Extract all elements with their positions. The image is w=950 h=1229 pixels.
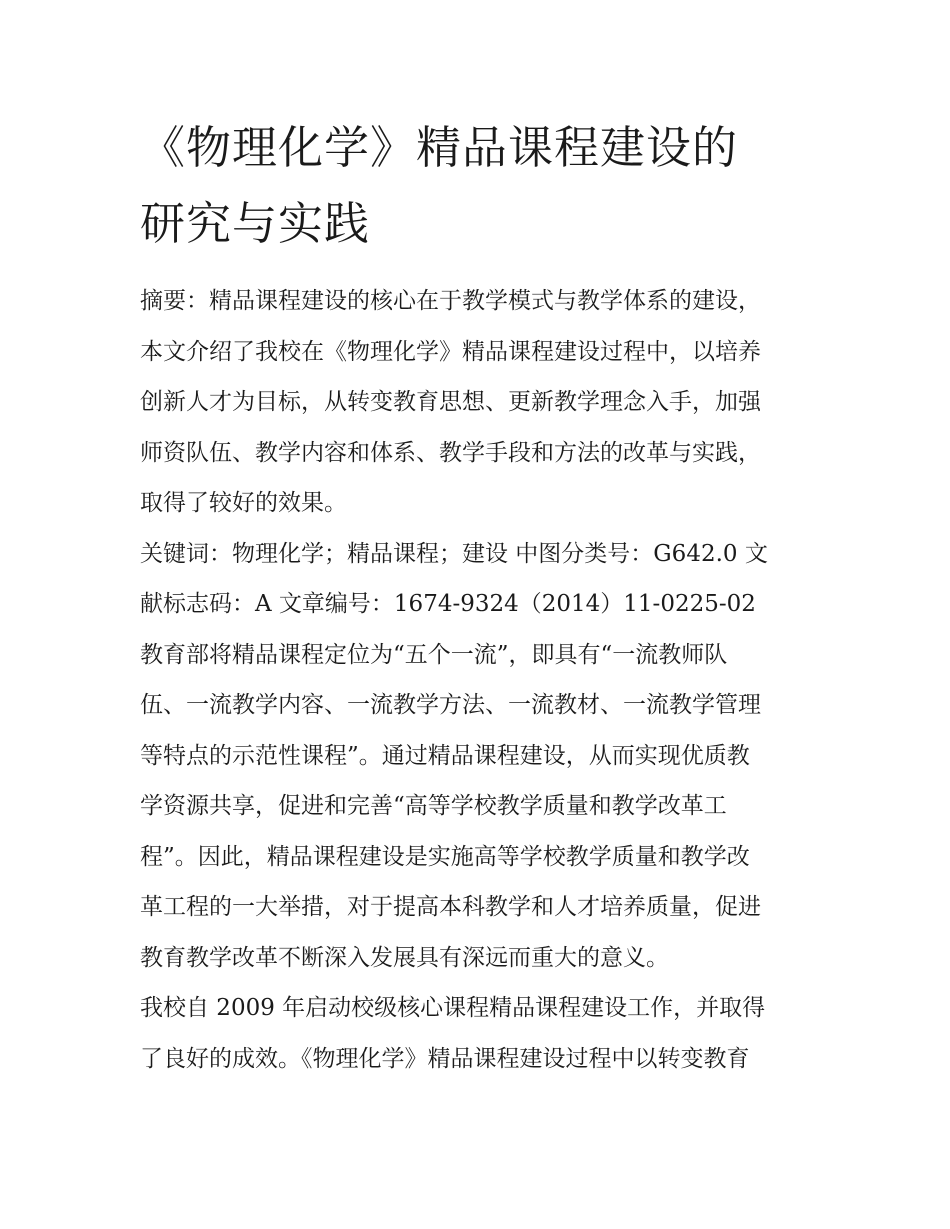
abstract-paragraph: [140, 276, 815, 529]
text-line: 学资源共享，促进和完善“高等学校教学质量和教学改革工: [140, 793, 727, 819]
body-paragraph: [140, 983, 815, 1084]
text-line: 我校自 2009 年启动校级核心课程精品课程建设工作，并取得: [140, 995, 766, 1021]
text-line: 取得了较好的效果。: [140, 490, 347, 516]
text-line: 创新人才为目标，从转变教育思想、更新教学理念入手，加强: [140, 389, 761, 415]
text-line: 教育教学改革不断深入发展具有深远而重大的意义。: [140, 944, 669, 971]
text-line: 摘要：精品课程建设的核心在于教学模式与教学体系的建设，: [140, 288, 761, 314]
text-line: 教育部将精品课程定位为“五个一流”，即具有“一流教师队: [140, 641, 728, 668]
text-line: 程”。因此，精品课程建设是实施高等学校教学质量和教学改: [140, 843, 750, 870]
document-page: [140, 110, 815, 1084]
text-line: 师资队伍、教学内容和体系、教学手段和方法的改革与实践，: [140, 439, 761, 466]
body-paragraph: [140, 630, 815, 984]
text-line: 等特点的示范性课程”。通过精品课程建设，从而实现优质教: [140, 742, 750, 769]
title-line: 《物理化学》精品课程建设的: [140, 121, 739, 174]
text-line: 本文介绍了我校在《物理化学》精品课程建设过程中，以培养: [140, 338, 761, 365]
document-title: [140, 110, 815, 262]
text-line: 献标志码：A 文章编号：1674-9324（2014）11-0225-02: [140, 591, 756, 617]
text-line: 关键词：物理化学；精品课程；建设 中图分类号：G642.0 文: [140, 540, 768, 567]
text-line: 革工程的一大举措，对于提高本科教学和人才培养质量，促进: [140, 894, 761, 920]
text-line: 伍、一流教学内容、一流教学方法、一流教材、一流教学管理: [140, 692, 761, 718]
title-line: 研究与实践: [140, 197, 371, 250]
keywords-paragraph: [140, 529, 815, 630]
text-line: 了良好的成效。《物理化学》精品课程建设过程中以转变教育: [140, 1045, 750, 1072]
